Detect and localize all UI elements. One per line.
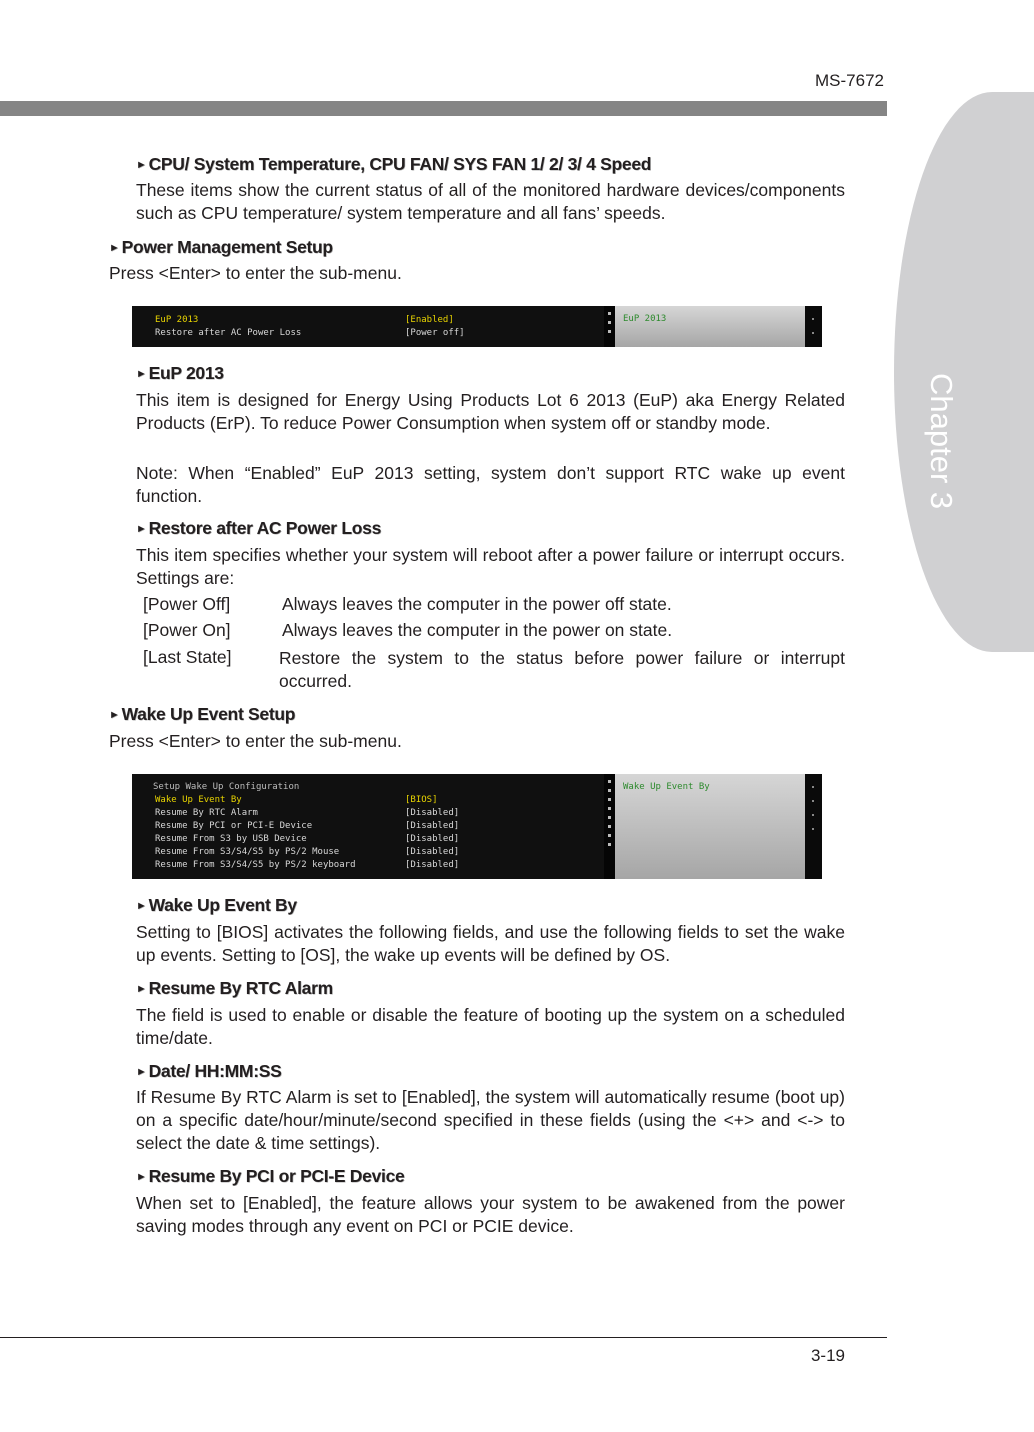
heading-eup-2013: ► EuP 2013: [136, 363, 224, 383]
bios-row: Restore after AC Power Loss [Power off]: [155, 328, 465, 338]
paragraph-wake-up-event-by: Setting to [BIOS] activates the following fields, and use the following fields to set the wake up events. Setting to [OS], the wake up events will be defined by OS.: [136, 922, 845, 965]
paragraph-cpu-temperature: These items show the current status of all of the monitored hardware devices/components such as CPU temperature/ system temperature and all fans’ speeds.: [136, 180, 845, 223]
setting-key: [Power Off]: [143, 594, 231, 614]
bios-row: Resume By RTC Alarm [Disabled]: [155, 808, 460, 818]
paragraph-eup-2013: This item is designed for Energy Using Products Lot 6 2013 (EuP) aka Energy Related Products (ErP). To reduce Power Consumption when system off or standby mode.: [136, 390, 845, 433]
bios-row: Resume From S3 by USB Device [Disabled]: [155, 834, 460, 844]
triangle-right-icon: ►: [136, 368, 147, 380]
setting-desc: Restore the system to the status before power failure or interrupt occurred.: [279, 648, 845, 691]
triangle-right-icon: ►: [109, 709, 120, 721]
heading-restore-ac-power-loss: ► Restore after AC Power Loss: [136, 518, 382, 538]
header-bar: [0, 101, 887, 116]
chapter-tab-label: Chapter 3: [924, 373, 959, 510]
page-number: 3-19: [810, 1346, 845, 1365]
triangle-right-icon: ►: [136, 983, 147, 995]
heading-cpu-temperature: ► CPU/ System Temperature, CPU FAN/ SYS FAN 1/ 2/ 3/ 4 Speed: [136, 154, 652, 174]
bios-row: Wake Up Event By [BIOS]: [155, 795, 438, 805]
triangle-right-icon: ►: [109, 242, 120, 254]
heading-wake-up-event-setup: ► Wake Up Event Setup: [109, 704, 296, 724]
setting-key: [Power On]: [143, 620, 231, 640]
paragraph-resume-rtc-alarm: The field is used to enable or disable the feature of booting up the system on a scheduled time/date.: [136, 1005, 845, 1048]
triangle-right-icon: ►: [136, 159, 147, 171]
chapter-tab: [894, 92, 1034, 652]
bios-help-panel: EuP 2013: [615, 306, 805, 347]
bios-row: Resume From S3/S4/S5 by PS/2 keyboard [Disabled]: [155, 860, 460, 870]
setting-desc: Always leaves the computer in the power off state.: [282, 594, 672, 614]
paragraph-power-management: Press <Enter> to enter the sub-menu.: [109, 263, 402, 283]
footer-rule: [0, 1337, 887, 1338]
paragraph-wake-up-event-setup: Press <Enter> to enter the sub-menu.: [109, 731, 402, 751]
triangle-right-icon: ►: [136, 900, 147, 912]
bios-row: Resume From S3/S4/S5 by PS/2 Mouse [Disabled]: [155, 847, 460, 857]
heading-power-management: ► Power Management Setup: [109, 237, 333, 257]
model-number: MS-7672: [815, 71, 884, 90]
bios-section-header: Setup Wake Up Configuration: [153, 782, 300, 792]
heading-resume-rtc-alarm: ► Resume By RTC Alarm: [136, 978, 333, 998]
heading-date-time: ► Date/ HH:MM:SS: [136, 1061, 282, 1081]
paragraph-restore-ac-power-loss: This item specifies whether your system will reboot after a power failure or interrupt occurs. Settings are:: [136, 545, 845, 588]
setting-key: [Last State]: [143, 647, 232, 667]
bios-row: Resume By PCI or PCI-E Device [Disabled]: [155, 821, 460, 831]
paragraph-date-time: If Resume By RTC Alarm is set to [Enabled], the system will automatically resume (boot up) on a specific date/hour/minute/second specified in these fields (using the <+> and <-> to select the date & time settings).: [136, 1087, 845, 1153]
paragraph-eup-note: Note: When “Enabled” EuP 2013 setting, system don’t support RTC wake up event function.: [136, 463, 845, 506]
triangle-right-icon: ►: [136, 1066, 147, 1078]
heading-wake-up-event-by: ► Wake Up Event By: [136, 895, 297, 915]
triangle-right-icon: ►: [136, 1171, 147, 1183]
bios-row: EuP 2013 [Enabled]: [155, 315, 454, 325]
triangle-right-icon: ►: [136, 523, 147, 535]
bios-screenshot-power: [132, 306, 822, 347]
bios-screenshot-wake: [132, 774, 822, 879]
heading-resume-pci: ► Resume By PCI or PCI-E Device: [136, 1166, 405, 1186]
bios-help-panel: Wake Up Event By: [615, 774, 805, 879]
setting-desc: Always leaves the computer in the power on state.: [282, 620, 673, 640]
paragraph-resume-pci: When set to [Enabled], the feature allows your system to be awakened from the power saving modes through any event on PCI or PCIE device.: [136, 1193, 845, 1236]
